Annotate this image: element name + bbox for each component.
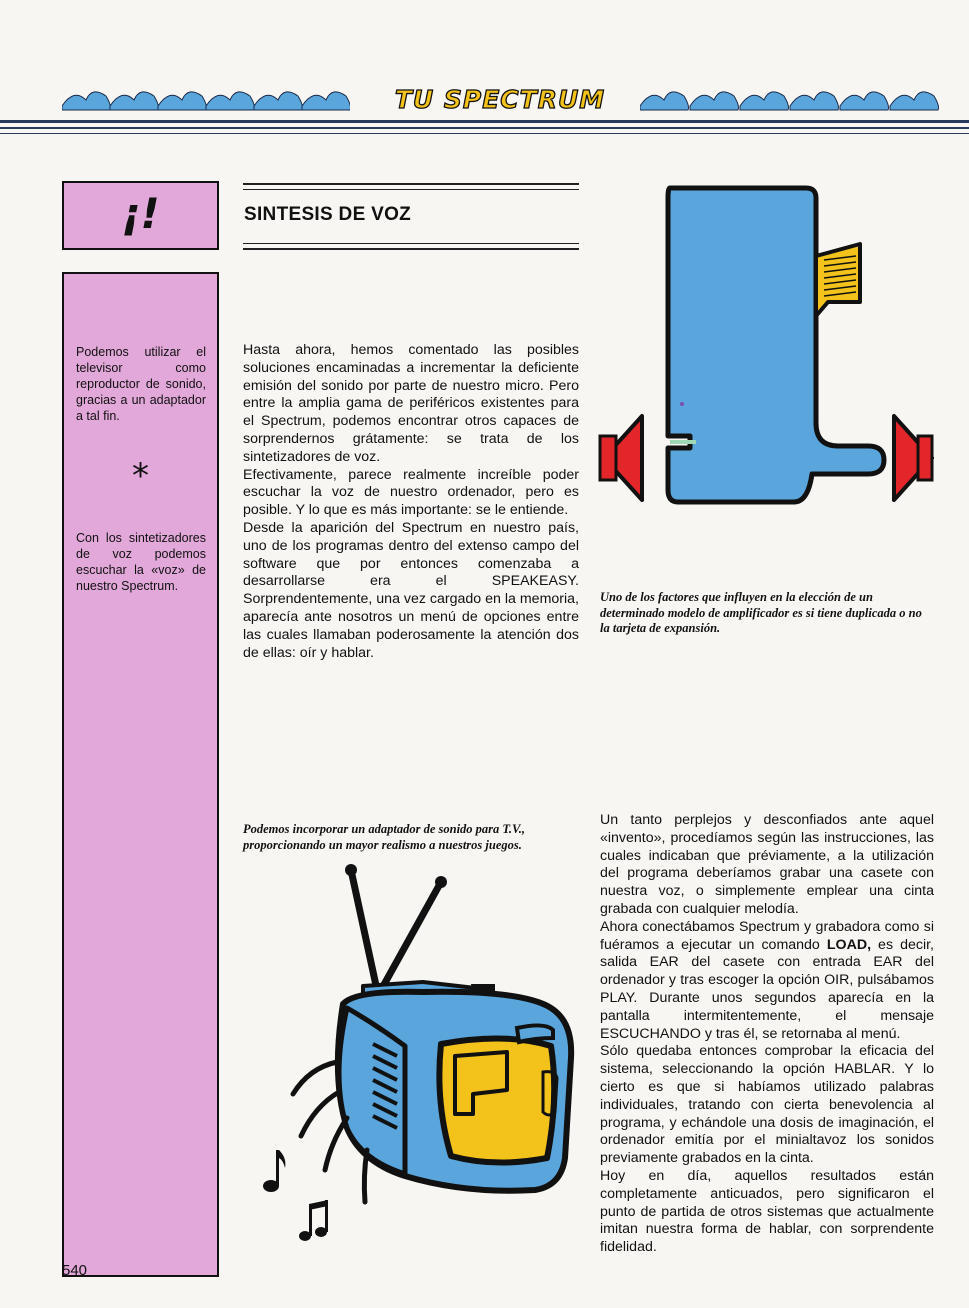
load-command: LOAD, (826, 936, 872, 953)
sidebar-note-voice: Con los sintetizadores de voz podemos escuchar la «voz» de nuestro Spectrum. (76, 531, 206, 593)
title-rule-top-1 (243, 183, 579, 185)
header-rule-bottom (0, 133, 969, 134)
title-rule-top-2 (243, 189, 579, 190)
article-paragraph-6: Sólo quedaba entonces comprobar la eficacia del sistema, seleccionando la opción HABLAR. Y lo cierto es que si habíamos utilizado palabras individuales, tratando con cierta benevolencia al programa, y echándole una dosis de imaginación, el ordenador emitía por el minialtavoz los sonidos previamente grabados en la cinta. (600, 1043, 934, 1167)
amplifier-caption: Uno de los factores que influyen en la elección de un determinado modelo de amplificador es si tiene duplicada o no la tarjeta de expansión. (600, 590, 922, 635)
header-rule-mid (0, 127, 969, 129)
article-paragraph-3: Desde la aparición del Spectrum en nuestro país, uno de los programas dentro del extenso campo del software que por entonces comenzaba a desarrollarse era el SPEAKEASY. Sorprendentemente, una vez cargado en la memoria, aparecía ante nosotros un menú de opciones entre las cuales llamaban poderosamente la atención dos de ellas: oír y hablar. (243, 519, 579, 661)
wave-decoration-right (640, 82, 940, 112)
article-paragraph-2: Efectivamente, parece realmente increíble poder escuchar la voz de nuestro ordenador, pero es posible. Y lo que es más importante: se le entiende. (243, 466, 579, 519)
title-rule-bottom-1 (243, 243, 579, 244)
article-paragraph-4: Un tanto perplejos y desconfiados ante aquel «invento», procedíamos según las instrucciones, las cuales indicaban que préviamente, a la utilización del programa deberíamos grabar una casete con nuestra voz, o simplemente emplear una cinta grabada con cualquier melodía. (600, 812, 934, 917)
article-paragraph-5-end: es decir, salida EAR del casete con entrada EAR del ordenador y tras escoger la opción OIR, pulsábamos PLAY. Durante unos segundos aparecía en la pantalla intermitentemente, el mensaje ESCUCHANDO y tras él, se retornaba al menú. (600, 936, 934, 1042)
article-paragraph-1: Hasta ahora, hemos comentado las posibles soluciones encaminadas a incrementar la deficiente emisión del sonido por parte de nuestro micro. Pero entre la amplia gama de periféricos existentes para el Spectrum, podemos encontrar otros capaces de sorprendernos grátamente: se trata de los sintetizadores de voz. (243, 342, 579, 465)
header-title: TU SPECTRUM (394, 85, 606, 114)
article-paragraph-5-start: Ahora conectábamos Spectrum y grabadora como si fuéramos a ejecutar un comando (600, 918, 934, 953)
article-paragraph-7: Hoy en día, aquellos resultados están completamente anticuados, pero significaron el punto de partida de otros sistemas que actualmente imitan nuestra forma de hablar, con sorprendente fidelidad. (600, 1167, 934, 1256)
wave-decoration-left (62, 82, 350, 112)
article-title: SINTESIS DE VOZ (244, 204, 412, 225)
article-column-right (600, 812, 934, 1257)
header-rule-top (0, 120, 969, 123)
article-paragraph-5 (600, 919, 934, 1044)
tv-caption: Podemos incorporar un adaptador de sonido para T.V., proporcionando un mayor realismo a nuestros juegos. (243, 822, 525, 852)
exclamation-box (62, 181, 219, 250)
exclamation-mark: ¡! (121, 189, 160, 238)
page-number: 540 (62, 1262, 88, 1279)
title-rule-bottom-2 (243, 248, 579, 250)
sidebar-notes-box (62, 272, 219, 1277)
article-column-left (243, 342, 579, 662)
tv-illustration (255, 858, 595, 1248)
asterisk-separator: * (132, 456, 149, 496)
amplifier-expansion-illustration (598, 178, 938, 508)
sidebar-note-tv: Podemos utilizar el televisor como reproductor de sonido, gracias a un adaptador a tal fin. (76, 345, 206, 423)
